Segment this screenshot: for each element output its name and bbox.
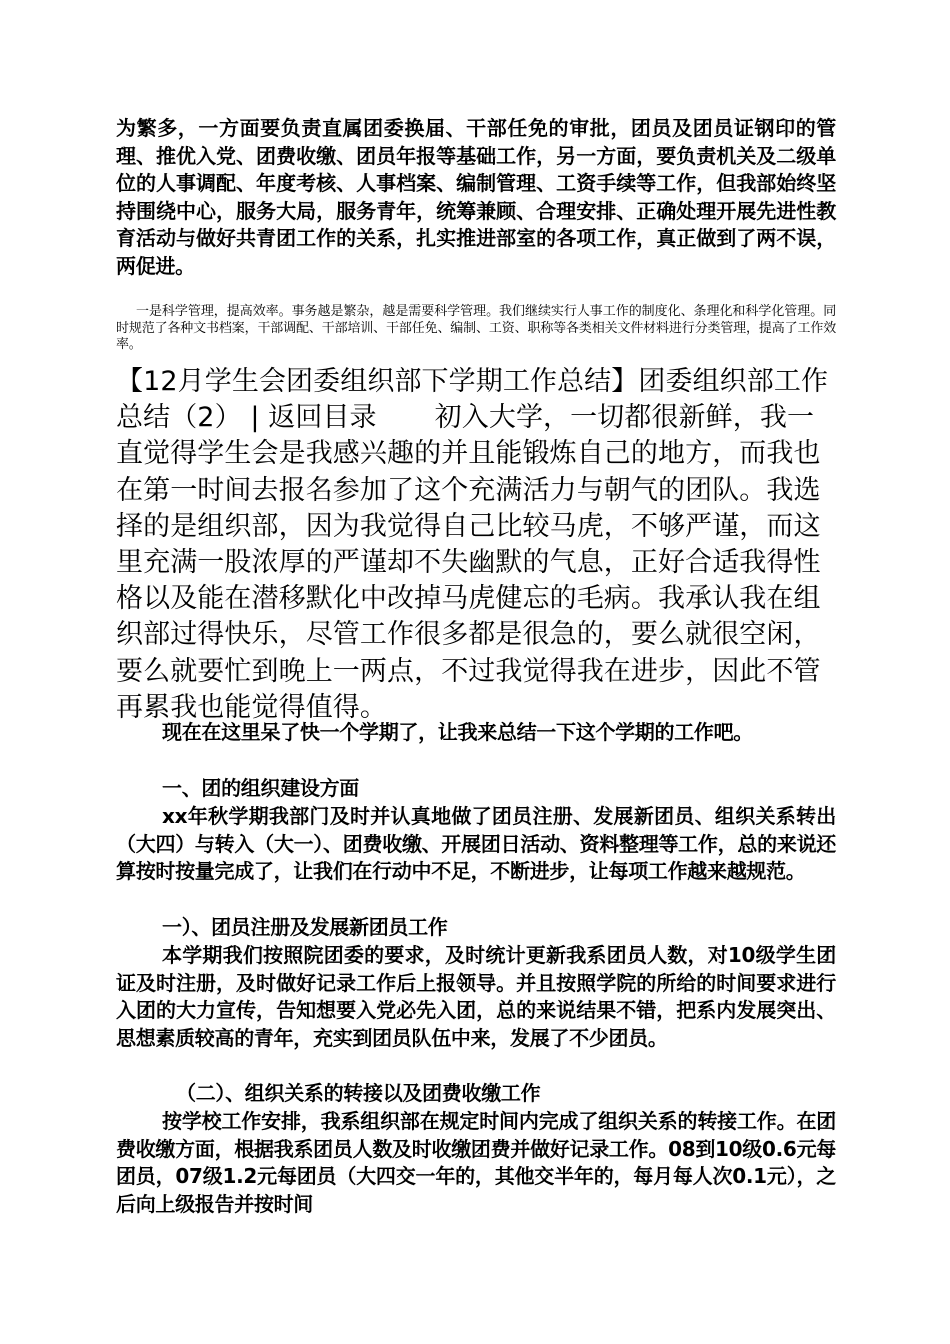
paragraph-relation-transfer: 按学校工作安排，我系组织部在规定时间内完成了组织关系的转接工作。在团费收缴方面，根据我系团员人数及时收缴团费并做好记录工作。08到10级0.6元每团员，07级1.2元每团员（大四交一年的，其他交半年的，每月每人次0.1元），之后向上级报告并按时间 [116, 1109, 836, 1216]
paragraph-scientific-management: 一是科学管理，提高效率。事务越是繁杂，越是需要科学管理。我们继续实行人事工作的制度化、条理化和科学化管理。同时规范了各种文书档案，干部调配、干部培训、干部任免、编制、工资、职称等各类相关文件材料进行分类管理，提高了工作效率。 [116, 304, 836, 352]
paragraph-org-building: xx年秋学期我部门及时并认真地做了团员注册、发展新团员、组织关系转出（大四）与转入（大一）、团费收缴、开展团日活动、资料整理等工作，总的来说还算按时按量完成了，让我们在行动中不足，不断进步，让每项工作越来越规范。 [116, 804, 836, 884]
heading-org-building: 一、团的组织建设方面 [162, 776, 359, 800]
heading-member-registration: 一）、团员注册及发展新团员工作 [162, 915, 448, 939]
paragraph-intro: 初入大学，一切都很新鲜，我一直觉得学生会是我感兴趣的并且能锻炼自己的地方，而我也在第一时间去报名参加了这个充满活力与朝气的团队。我选择的是组织部，因为我觉得自己比较马虎，不够严谨，而这里充满一股浓厚的严谨却不失幽默的气息，正好合适我得性格以及能在潜移默化中改掉马虎健忘的毛病。我承认我在组织部过得快乐，尽管工作很多都是很急的，要么就很空闲，要么就要忙到晚上一两点，不过我觉得我在进步，因此不管再累我也能觉得值得。 [116, 402, 821, 723]
paragraph-member-registration: 本学期我们按照院团委的要求，及时统计更新我系团员人数，对10级学生团证及时注册，及时做好记录工作后上报领导。并且按照学院的所给的时间要求进行入团的大力宣传，告知想要入党必先入团，总的来说结果不错，把系内发展突出、思想素质较高的青年，充实到团员队伍中来，发展了不少团员。 [116, 943, 836, 1050]
section-heading-article [116, 364, 836, 726]
article-title-link[interactable]: 【12月学生会团委组织部下学期工作总结】团委组织部工作总结（2） | 返回目录 [116, 366, 829, 434]
heading-relation-transfer: （二）、组织关系的转接以及团费收缴工作 [176, 1081, 541, 1105]
paragraph-leadership-work: 为繁多，一方面要负责直属团委换届、干部任免的审批，团员及团员证钢印的管理、推优入党、团费收缴、团员年报等基础工作，另一方面，要负责机关及二级单位的人事调配、年度考核、人事档案、编制管理、工资手续等工作，但我部始终坚持围绕中心，服务大局，服务青年，统筹兼顾、合理安排、正确处理开展先进性教育活动与做好共青团工作的关系，扎实推进部室的各项工作，真正做到了两不误，两促进。 [116, 116, 836, 278]
paragraph-summary-intro: 现在在这里呆了快一个学期了，让我来总结一下这个学期的工作吧。 [162, 720, 753, 744]
